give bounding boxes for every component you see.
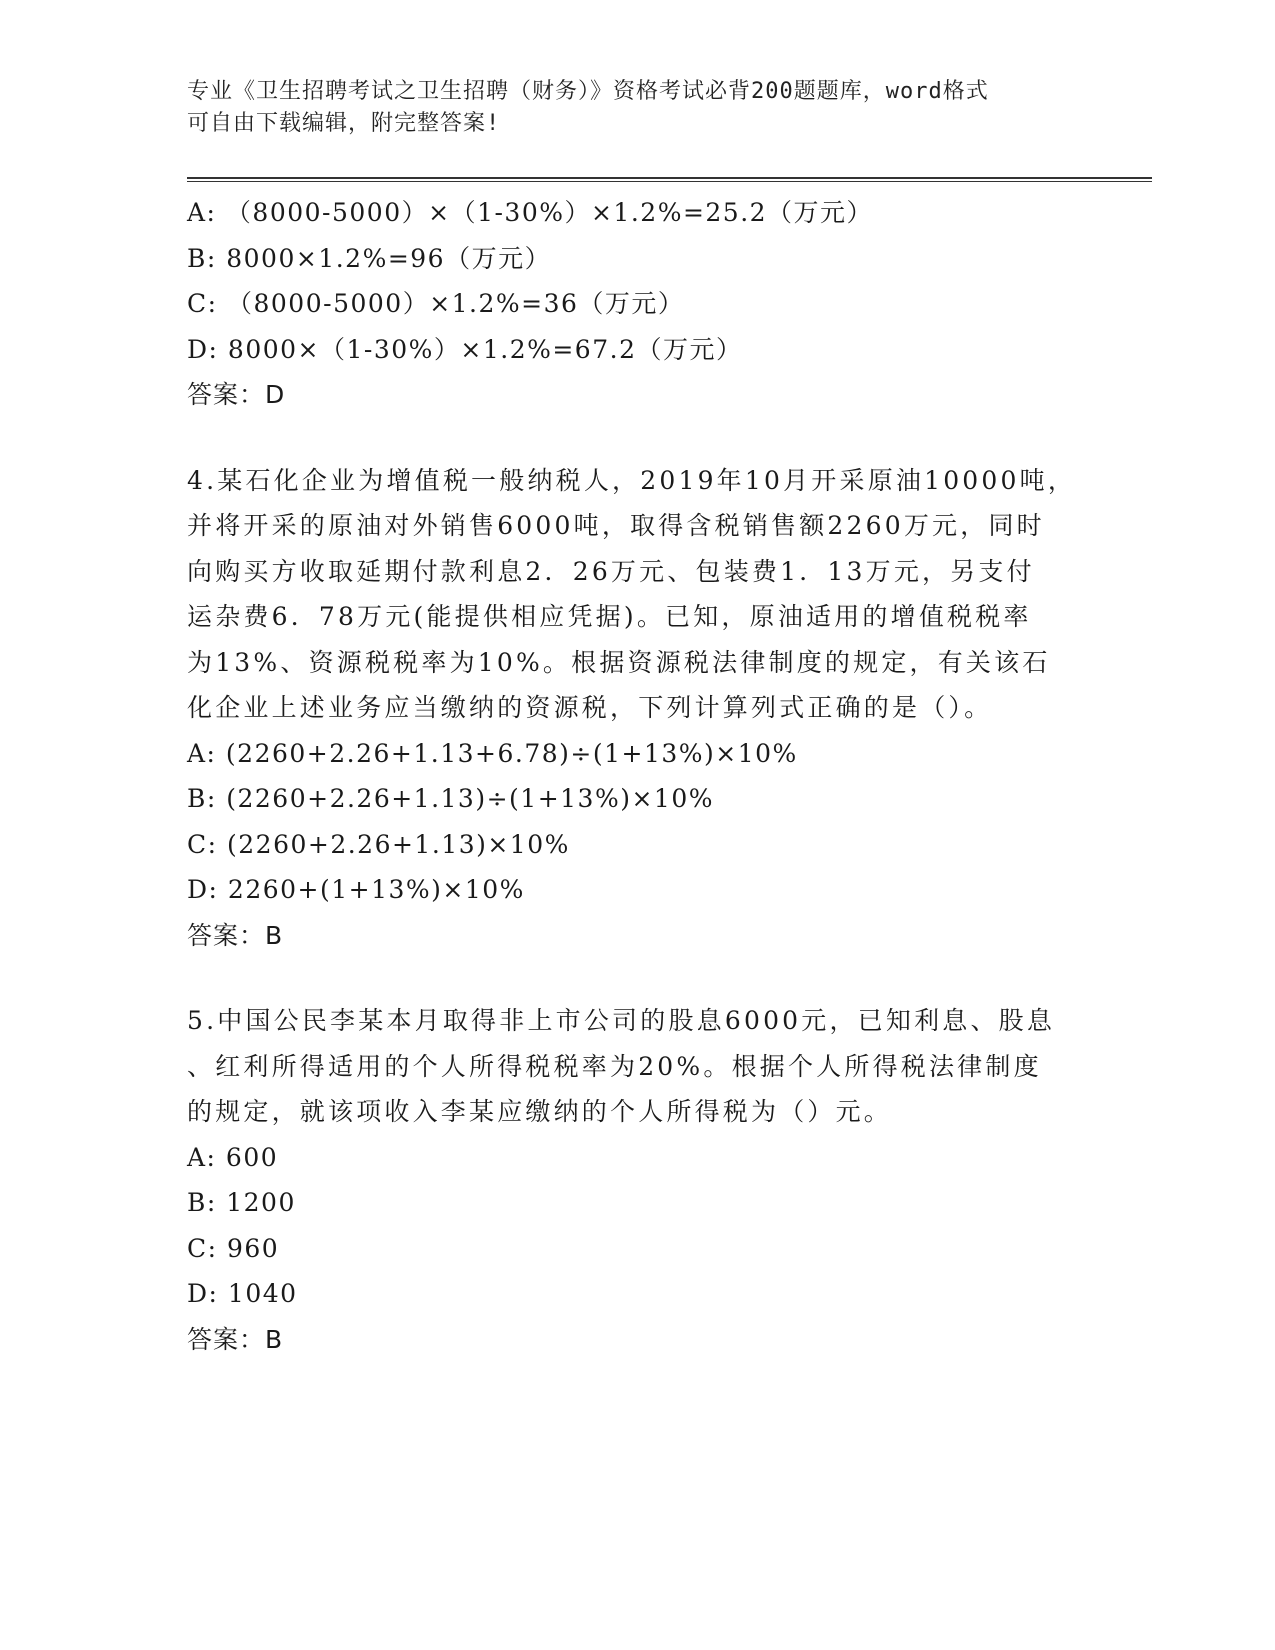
document-header — [187, 76, 1067, 140]
question-stem-line: 运杂费6．78万元(能提供相应凭据)。已知，原油适用的增值税税率 — [187, 602, 1032, 631]
option-d: D: 2260+(1+13%)×10% — [187, 875, 525, 904]
header-divider-thick — [187, 177, 1152, 179]
question-stem-line: 并将开采的原油对外销售6000吨，取得含税销售额2260万元，同时 — [187, 511, 1045, 540]
answer-label: 答案：B — [187, 920, 284, 950]
header-divider-thin — [187, 181, 1152, 182]
option-c: C: (2260+2.26+1.13)×10% — [187, 829, 570, 859]
answer-label: 答案：B — [187, 1324, 284, 1354]
option-b: B: 8000×1.2%=96（万元） — [187, 243, 552, 273]
option-a: A: (2260+2.26+1.13+6.78)÷(1+13%)×10% — [187, 738, 798, 768]
option-d: D: 1040 — [187, 1279, 298, 1308]
answer-label: 答案：D — [187, 380, 286, 409]
option-a: A: 600 — [187, 1142, 279, 1172]
option-b: B: (2260+2.26+1.13)÷(1+13%)×10% — [187, 784, 714, 813]
question-stem-line: 4.某石化企业为增值税一般纳税人，2019年10月开采原油10000吨， — [187, 465, 1077, 495]
option-d: D: 8000×（1-30%）×1.2%=67.2（万元） — [187, 334, 743, 364]
question-list — [187, 190, 1087, 1362]
option-c: C: 960 — [187, 1233, 280, 1263]
question-stem-line: 5.中国公民李某本月取得非上市公司的股息6000元，已知利息、股息 — [187, 1006, 1056, 1035]
question-stem-line: 向购买方收取延期付款利息2．26万元、包装费1．13万元，另支付 — [187, 556, 1035, 586]
header-title-line-1: 专业《卫生招聘考试之卫生招聘（财务）》资格考试必背200题题库，word格式 — [187, 79, 989, 104]
option-a: A: （8000-5000）×（1-30%）×1.2%=25.2（万元） — [187, 198, 874, 227]
question-3 — [187, 190, 1087, 418]
question-stem-line: 化企业上述业务应当缴纳的资源税，下列计算列式正确的是（）。 — [187, 693, 993, 722]
question-stem-line: 的规定，就该项收入李某应缴纳的个人所得税为（）元。 — [187, 1097, 893, 1126]
question-stem-line: 、红利所得适用的个人所得税税率为20%。根据个人所得税法律制度 — [187, 1051, 1042, 1081]
option-c: C: （8000-5000）×1.2%=36（万元） — [187, 289, 685, 318]
option-b: B: 1200 — [187, 1188, 296, 1217]
header-title-line-2: 可自由下载编辑，附完整答案! — [187, 111, 501, 136]
question-4 — [187, 458, 1087, 959]
question-5 — [187, 998, 1087, 1362]
question-stem-line: 为13%、资源税税率为10%。根据资源税法律制度的规定，有关该石 — [187, 647, 1051, 677]
